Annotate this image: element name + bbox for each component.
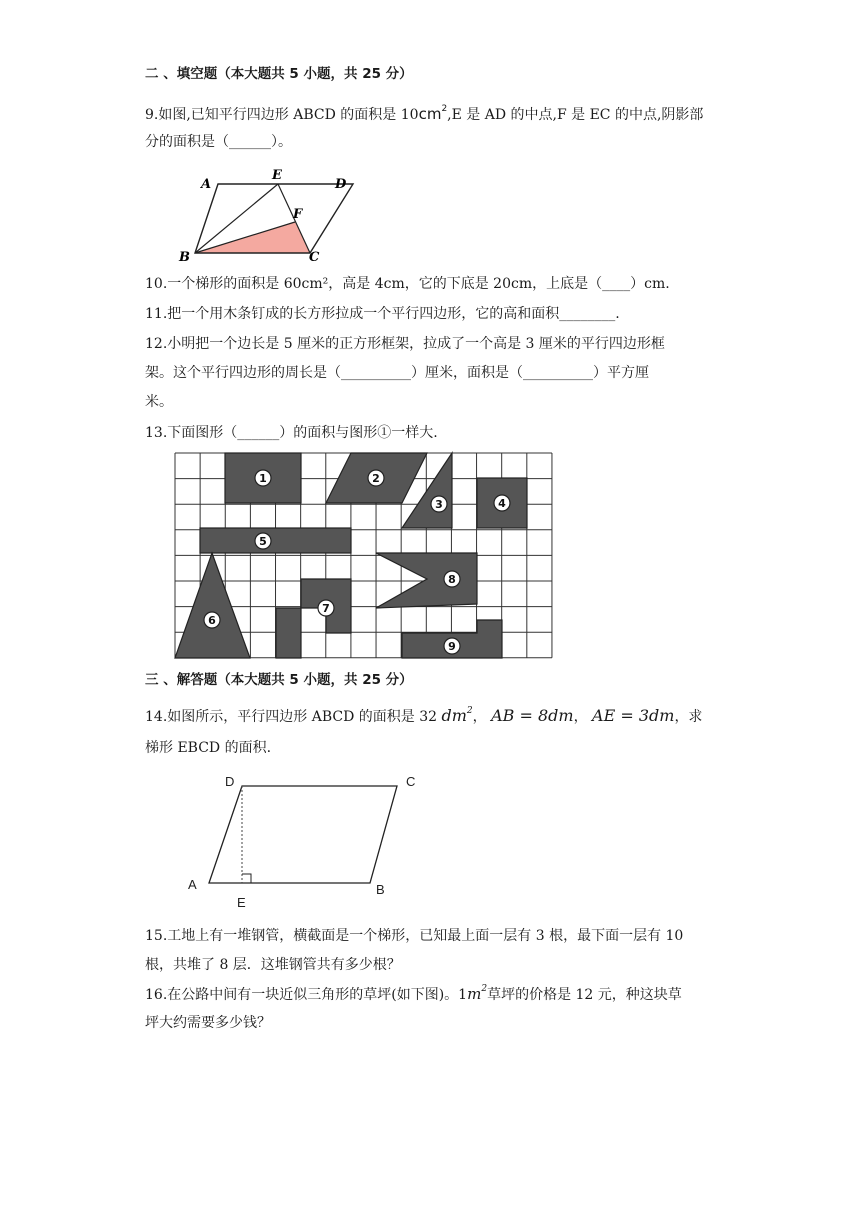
- shape-5: [200, 528, 351, 553]
- section-title-fill-blank: 二 、填空题（本大题共 5 小题，共 25 分）: [145, 66, 413, 82]
- q14-right-angle-mark: [242, 874, 251, 883]
- q14-label-E: E: [237, 895, 246, 910]
- q16-text-tail: 草坪的价格是 12 元，种这块草: [487, 987, 682, 1003]
- shape-label-5: 5: [259, 535, 267, 548]
- shape-label-6: 6: [208, 614, 216, 627]
- q14-text-a: 14.如图所示，平行四边形 ABCD 的面积是 32: [145, 709, 438, 725]
- q14-text-tail: ，求: [674, 709, 703, 725]
- q9-shaded-triangle: [195, 222, 310, 253]
- q14-parallelogram-figure: [180, 768, 416, 910]
- shape-label-2: 2: [372, 472, 380, 485]
- q9-label-A: A: [201, 177, 212, 192]
- q9-text-a: 9.如图,已知平行四边形 ABCD 的面积是 10: [145, 107, 419, 123]
- q14-label-B: B: [376, 882, 385, 897]
- question-16-line2: 坪大约需要多少钱？: [145, 1015, 271, 1031]
- question-10: 10.一个梯形的面积是 60cm²，高是 4cm，它的下底是 20cm，上底是（____）cm.: [145, 276, 670, 292]
- question-14-line2: 梯形 EBCD 的面积.: [145, 740, 272, 756]
- shape-label-7: 7: [322, 602, 330, 615]
- q9-text-b: ,E 是 AD 的中点,F 是 EC 的中点,阴影部: [447, 107, 704, 123]
- q9-label-F: F: [293, 207, 303, 222]
- q14-label-D: D: [225, 774, 235, 789]
- q16-unit: $m^2$: [467, 984, 488, 1003]
- question-12-line2: 架。这个平行四边形的周长是（__________）厘米，面积是（__________）平方厘: [145, 365, 649, 381]
- q9-parallelogram-figure: [175, 166, 365, 266]
- question-15-line2: 根，共堆了 8 层．这堆钢管共有多少根？: [145, 957, 401, 973]
- shape-label-8: 8: [448, 573, 456, 586]
- q14-label-C: C: [406, 774, 416, 789]
- question-12-line3: 米。: [145, 394, 173, 410]
- question-13: 13.下面图形（______）的面积与图形①一样大.: [145, 425, 438, 441]
- question-15-line1: 15.工地上有一堆钢管，横截面是一个梯形，已知最上面一层有 3 根，最下面一层有 10: [145, 928, 684, 944]
- q14-sep-2: ，: [573, 709, 588, 725]
- shape-label-1: 1: [259, 472, 267, 485]
- question-11: 11.把一个用木条钉成的长方形拉成一个平行四边形，它的高和面积________.: [145, 306, 620, 322]
- q14-expr-ae: AE = 3dm: [592, 706, 675, 725]
- shape-6: [175, 553, 250, 658]
- question-16-line1: [145, 984, 682, 1005]
- q9-label-E: E: [272, 168, 282, 183]
- q16-text-a: 16.在公路中间有一块近似三角形的草坪(如下图)。1: [145, 987, 468, 1003]
- question-14-line1: [145, 706, 702, 727]
- shape-7: [276, 579, 351, 658]
- question-9-line2: 分的面积是（______）。: [145, 134, 292, 150]
- shape-label-9: 9: [448, 640, 456, 653]
- q9-label-B: B: [179, 250, 190, 265]
- q9-label-D: D: [335, 177, 347, 192]
- q14-expr-ab: AB = 8dm: [491, 706, 574, 725]
- q9-label-C: C: [309, 250, 320, 265]
- shape-label-3: 3: [435, 498, 443, 511]
- q13-grid-figure: [172, 450, 558, 662]
- shape-label-4: 4: [498, 497, 506, 510]
- section-title-solve: 三 、解答题（本大题共 5 小题，共 25 分）: [145, 672, 413, 688]
- question-9-line1: [145, 104, 703, 125]
- q14-area-unit: $dm^2$: [441, 706, 473, 725]
- q14-label-A: A: [188, 877, 197, 892]
- question-12-line1: 12.小明把一个边长是 5 厘米的正方形框架，拉成了一个高是 3 厘米的平行四边形框: [145, 336, 665, 352]
- q14-parallelogram-outline: [209, 786, 397, 883]
- q14-sep-1: ，: [472, 709, 487, 725]
- q9-unit: $cm^2$: [418, 104, 448, 123]
